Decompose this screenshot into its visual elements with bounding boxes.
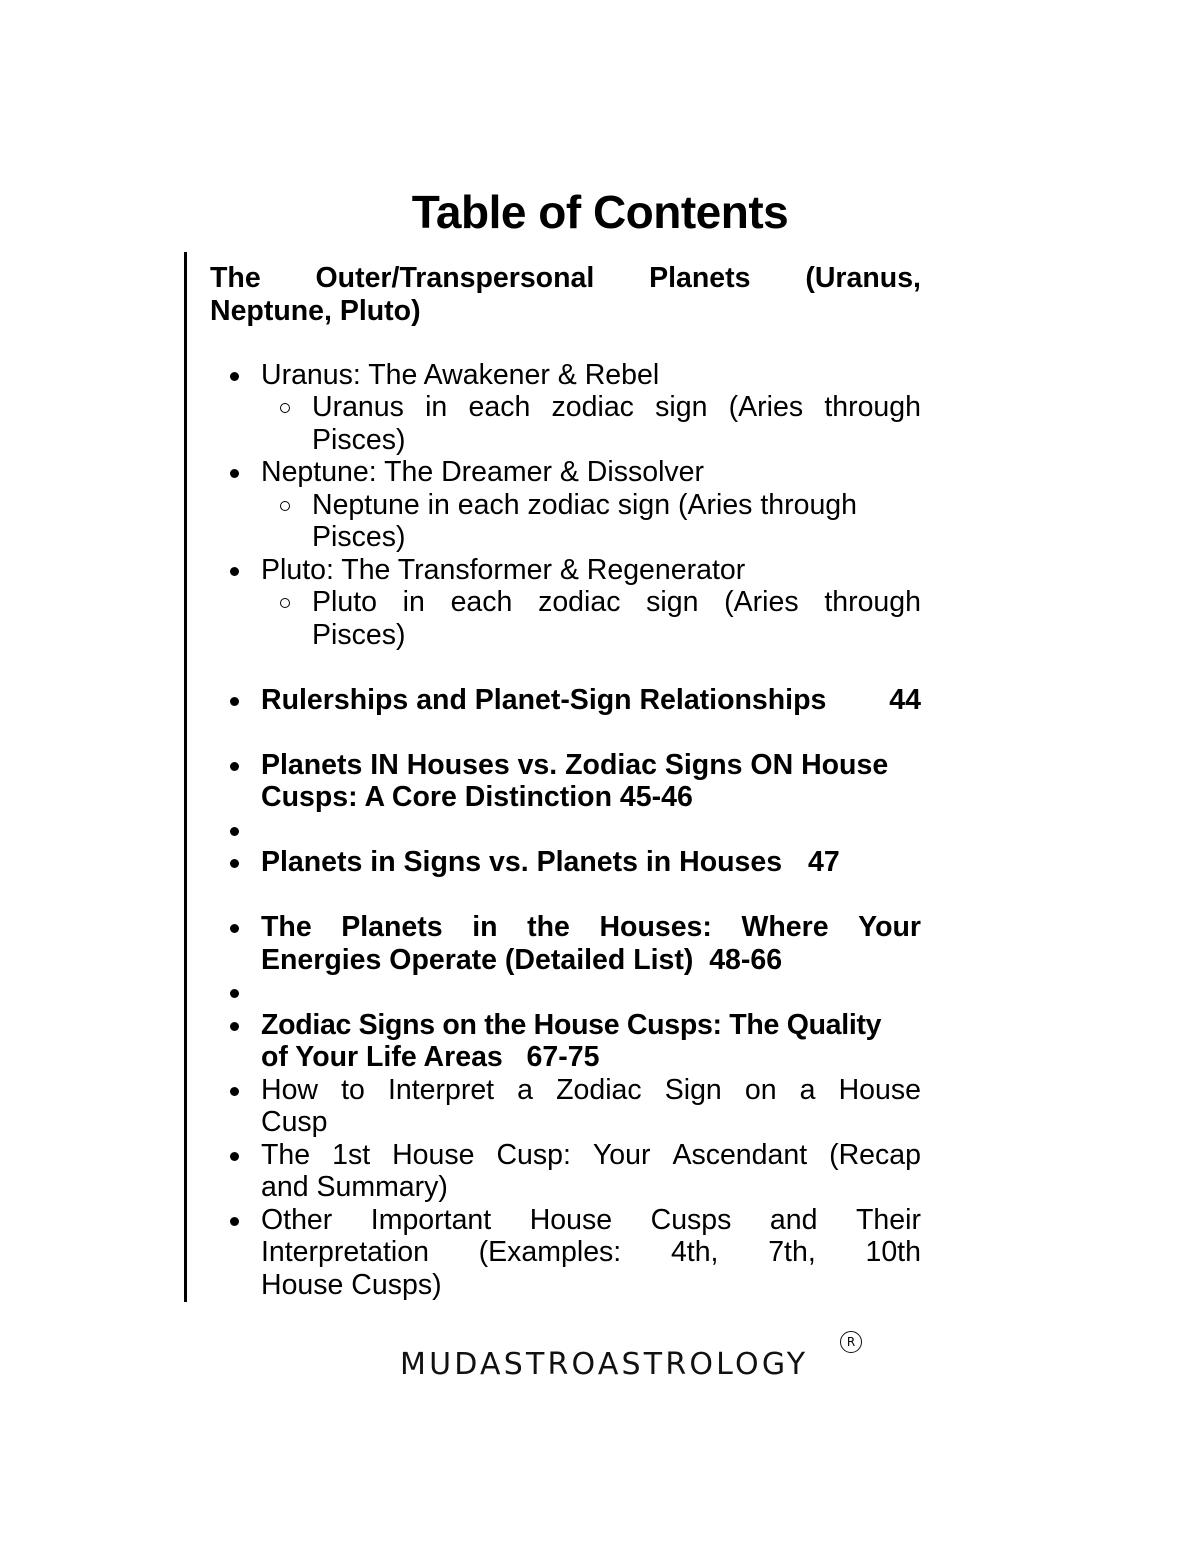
bullet-icon <box>230 1152 239 1161</box>
word: on <box>744 1073 777 1106</box>
word: a <box>799 1073 816 1106</box>
subitem-line1 <box>312 586 921 619</box>
toc-item-line2: of Your Life Areas 67-75 <box>261 1041 600 1073</box>
toc-item-label: Pluto: The Transformer & Regenerator <box>261 553 746 586</box>
word: the <box>527 911 570 943</box>
toc-item-neptune[interactable] <box>210 456 921 554</box>
toc-item-line1 <box>261 911 921 944</box>
word: zodiac <box>551 391 634 423</box>
bullet-icon <box>230 1022 239 1031</box>
word: 4th, <box>670 1236 719 1268</box>
word: Houses: <box>599 911 712 943</box>
toc-subitem-neptune-signs[interactable] <box>210 489 921 554</box>
word: in <box>472 911 498 943</box>
toc-item-signs-vs-houses[interactable] <box>210 846 921 879</box>
toc-item-line <box>261 684 921 717</box>
word: (Examples: <box>478 1236 622 1268</box>
bullet-icon <box>230 372 239 381</box>
word: (Aries <box>728 391 804 423</box>
word: zodiac <box>538 586 621 618</box>
toc-item-empty <box>210 976 921 1009</box>
hollow-bullet-icon <box>280 501 290 511</box>
section-heading-line1 <box>210 262 921 295</box>
bullet-icon <box>230 1087 239 1096</box>
word: through <box>824 391 921 423</box>
word: in <box>402 586 425 618</box>
toc-subitem-uranus-signs[interactable] <box>210 391 921 456</box>
toc-item-rulerships[interactable] <box>210 684 921 717</box>
word: Cusps <box>650 1203 732 1236</box>
toc-item-core-distinction[interactable] <box>210 749 921 814</box>
word: sign <box>646 586 699 618</box>
toc-item-line2: Cusps: A Core Distinction 45-46 <box>261 781 693 813</box>
bullet-icon <box>230 924 239 933</box>
word: a <box>517 1073 534 1106</box>
toc-item-how-to-interpret[interactable] <box>210 1074 921 1139</box>
word: Where <box>741 911 829 943</box>
word: (Uranus, <box>805 262 921 294</box>
word: each <box>468 391 531 423</box>
hollow-bullet-icon <box>280 598 290 608</box>
word: each <box>450 586 513 618</box>
word: Cusp: <box>496 1138 571 1171</box>
toc-item-line1: Planets IN Houses vs. Zodiac Signs ON House <box>261 748 889 781</box>
toc-item-uranus[interactable] <box>210 359 921 457</box>
word: The <box>261 911 312 943</box>
spacer <box>210 327 921 360</box>
subitem-line2: Pisces) <box>312 423 406 456</box>
toc-item-line2: Energies Operate (Detailed List) 48-66 <box>261 943 783 976</box>
word: Important <box>370 1203 492 1236</box>
word: House <box>838 1073 921 1106</box>
toc-item-zodiac-signs-on-cusps[interactable] <box>210 1009 921 1074</box>
page-title: Table of Contents <box>411 186 789 238</box>
word: Planets <box>649 262 751 294</box>
toc-item-label: Rulerships and Planet-Sign Relationships <box>261 683 827 716</box>
word: Sign <box>664 1073 722 1106</box>
word: Your <box>592 1138 651 1171</box>
word: Uranus <box>312 391 404 423</box>
section-heading <box>210 262 921 327</box>
brand-logo: MUDASTROASTROLOGY <box>400 1347 809 1382</box>
section-heading-line2: Neptune, Pluto) <box>210 294 421 327</box>
toc-item-label: Neptune: The Dreamer & Dissolver <box>261 456 704 488</box>
word: House <box>392 1138 475 1171</box>
toc-item-line1 <box>261 1204 921 1237</box>
bullet-icon <box>230 827 239 836</box>
word: in <box>425 391 448 423</box>
word: Ascendant <box>672 1138 808 1171</box>
word: Your <box>858 911 921 943</box>
toc-item-line3: House Cusps) <box>261 1268 442 1301</box>
toc-item-line1 <box>261 1139 921 1172</box>
subitem-line1: Neptune in each zodiac sign (Aries through <box>312 488 857 521</box>
toc-item-first-house-cusp[interactable] <box>210 1139 921 1204</box>
toc-item-line2 <box>261 1236 921 1269</box>
subitem-line2: Pisces) <box>312 521 406 553</box>
spacer <box>210 651 921 684</box>
toc-item-empty <box>210 814 921 847</box>
toc-item-line2: Cusp <box>261 1106 328 1138</box>
bullet-icon <box>230 859 239 868</box>
word: sign <box>655 391 708 423</box>
bullet-icon <box>230 989 239 998</box>
word: through <box>824 586 921 618</box>
word: and <box>769 1203 818 1236</box>
word: (Recap <box>829 1138 921 1171</box>
word: Their <box>856 1203 921 1236</box>
word: House <box>529 1203 613 1236</box>
subitem-line2: Pisces) <box>312 618 406 651</box>
bullet-icon <box>230 469 239 478</box>
word: Planets <box>341 911 443 943</box>
word: 10th <box>865 1236 921 1268</box>
word: Pluto <box>312 586 377 618</box>
toc-content <box>210 262 921 1301</box>
toc-item-planets-in-houses[interactable] <box>210 911 921 976</box>
word: Interpret <box>387 1073 495 1106</box>
toc-item-other-cusps[interactable] <box>210 1204 921 1302</box>
toc-item-pages: 44 <box>889 683 921 716</box>
toc-item-pluto[interactable] <box>210 554 921 652</box>
word: 1st <box>332 1138 371 1171</box>
word: to <box>341 1073 365 1106</box>
toc-item-label: Uranus: The Awakener & Rebel <box>261 358 660 391</box>
word: 7th, <box>768 1236 816 1268</box>
word: Other <box>261 1203 333 1236</box>
spacer <box>210 879 921 912</box>
vertical-rule <box>184 252 187 1302</box>
registered-mark-icon: R <box>840 1331 862 1353</box>
subitem-line1 <box>312 391 921 424</box>
bullet-icon <box>230 1217 239 1226</box>
word: (Aries <box>724 586 799 618</box>
word: Outer/Transpersonal <box>315 262 595 294</box>
toc-list <box>210 359 921 1302</box>
spacer <box>210 716 921 749</box>
hollow-bullet-icon <box>280 403 290 413</box>
toc-item-line1: Zodiac Signs on the House Cusps: The Quality <box>261 1008 882 1041</box>
bullet-icon <box>230 697 239 706</box>
toc-item-line2: and Summary) <box>261 1171 448 1203</box>
bullet-icon <box>230 762 239 771</box>
toc-subitem-pluto-signs[interactable] <box>210 586 921 651</box>
toc-item-pages: 47 <box>808 846 840 878</box>
toc-item-label: Planets in Signs vs. Planets in Houses <box>261 846 783 878</box>
word: The <box>210 262 261 294</box>
word: How <box>261 1073 319 1106</box>
word: The <box>261 1138 311 1171</box>
bullet-icon <box>230 567 239 576</box>
word: Interpretation <box>261 1236 429 1268</box>
word: Zodiac <box>556 1073 642 1106</box>
toc-item-line1 <box>261 1074 921 1107</box>
